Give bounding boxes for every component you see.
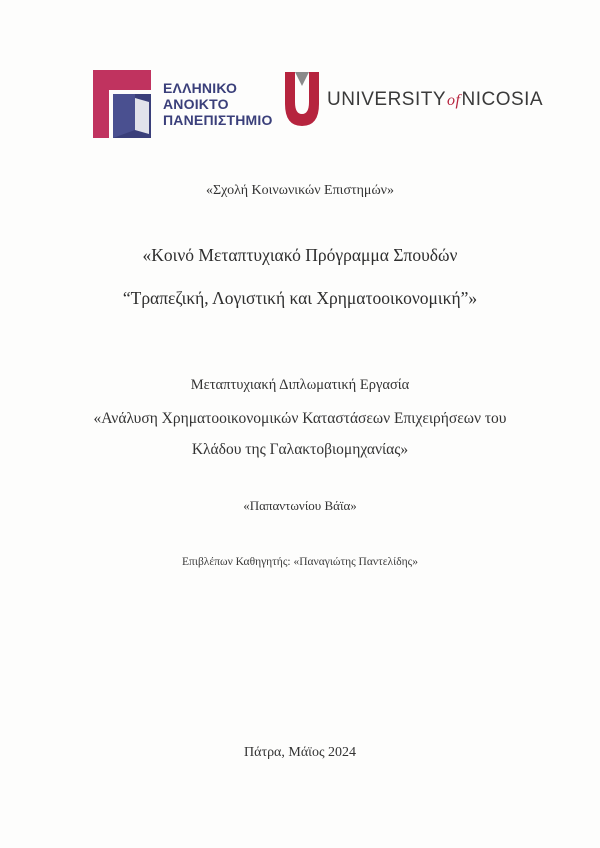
program-title-line2: “Τραπεζική, Λογιστική και Χρηματοοικονομική”»: [122, 288, 478, 308]
university-of-nicosia-logo: [285, 72, 544, 128]
unic-shield-icon: [285, 72, 319, 128]
hou-wordmark-line: ΑΝΟΙΚΤΟ: [163, 96, 229, 112]
supervisor: Επιβλέπων Καθηγητής: «Παναγιώτης Παντελίδης»: [182, 556, 418, 568]
program-title-line1: «Κοινό Μεταπτυχιακό Πρόγραμμα Σπουδών: [142, 245, 458, 265]
unic-wordmark-of: of: [447, 92, 461, 109]
author-name: «Παπαντωνίου Βάϊα»: [243, 498, 357, 513]
thesis-type: Μεταπτυχιακή Διπλωματική Εργασία: [190, 377, 410, 393]
unic-wordmark-university: UNIVERSITY: [327, 89, 447, 110]
school-name: «Σχολή Κοινωνικών Επιστημών»: [206, 183, 394, 198]
place-and-date: Πάτρα, Μάϊος 2024: [244, 745, 356, 760]
unic-wordmark-nicosia: NICOSIA: [461, 89, 544, 110]
thesis-title-line2: Κλάδου της Γαλακτοβιομηχανίας»: [191, 441, 409, 458]
unic-wordmark: [327, 89, 543, 111]
hou-emblem-icon: [93, 68, 155, 140]
hou-wordmark: [163, 80, 273, 128]
thesis-title-line1: «Ανάλυση Χρηματοοικονομικών Καταστάσεων Επιχειρήσεων του: [93, 410, 507, 427]
hou-wordmark-line: ΠΑΝΕΠΙΣΤΗΜΙΟ: [163, 112, 273, 128]
hou-wordmark-line: ΕΛΛΗΝΙΚΟ: [163, 80, 238, 96]
hellenic-open-university-logo: [93, 68, 283, 140]
